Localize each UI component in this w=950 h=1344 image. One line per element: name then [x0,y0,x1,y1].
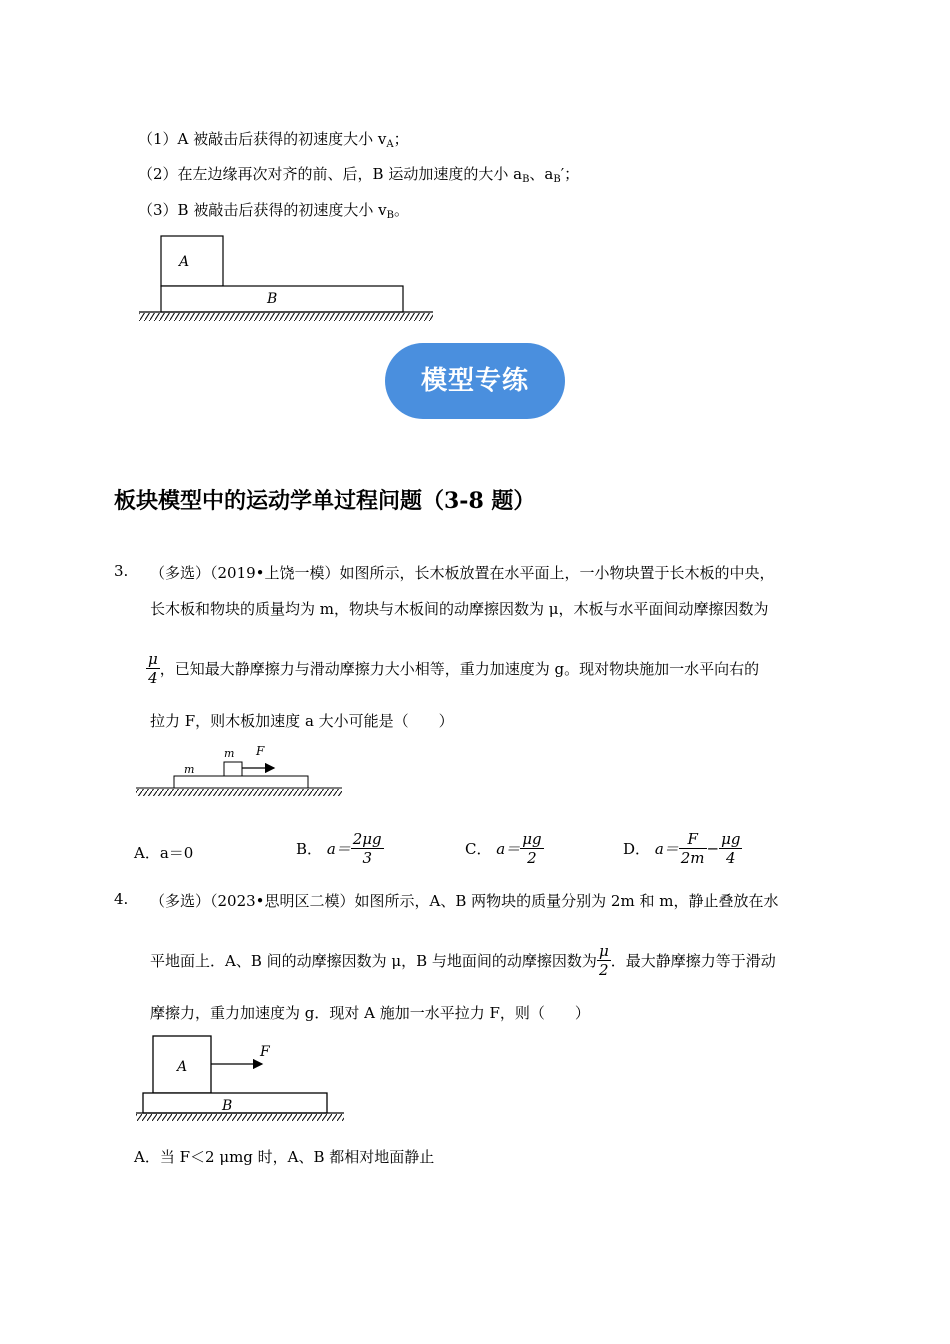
q3-option-d[interactable]: D． a＝ $\frac{F}{2m}$ − $\frac{\mu g}{4}$ [623,830,741,867]
q3-line-2: 长木板和物块的质量均为 m，物块与木板间的动摩擦因数为 μ，木板与水平面间动摩擦因数为 [150,600,769,618]
q3-fraction: $\frac{\mu}{4}$ [148,650,158,687]
q3-option-a[interactable]: A．a＝0 [134,844,194,862]
figure-a-on-b [135,232,440,324]
ground-hatch [136,789,342,796]
q4-number: 4. [114,890,129,908]
block-b [143,1093,327,1113]
q4-fraction: $\frac{\mu}{2}$ [598,942,609,979]
figure-block-on-board [132,742,347,800]
q3-line-4: 拉力 F，则木板加速度 a 大小可能是（ ） [150,712,454,730]
figure-a-on-b-with-force [132,1030,350,1125]
label-m-top: m [224,747,235,760]
ground-hatch [136,1114,344,1121]
block-a [161,236,223,286]
q-prev-item-3: （3）B 被敲击后获得的初速度大小 $v_B$。 [138,201,409,221]
label-force: F [260,1044,270,1060]
q3-line-1: （多选）（2019•上饶一模）如图所示，长木板放置在水平面上，一小物块置于长木板的中央， [150,564,775,582]
q3-option-c[interactable]: C． a＝ $\frac{\mu g}{2}$ [465,830,542,867]
label-b: B [267,291,278,307]
q4-line-2: 平地面上．A、B 间的动摩擦因数为 μ，B 与地面间的动摩擦因数为 $\frac{\mu}{2}$ ．最大静摩擦力等于滑动 [150,942,776,979]
label-m-bottom: m [184,763,195,776]
label-b: B [222,1098,233,1114]
q3-option-b[interactable]: B． a＝ $\frac{2\mu g}{3}$ [296,830,382,867]
label-a: A [179,254,190,270]
q4-line-3: 摩擦力，重力加速度为 g．现对 A 施加一水平拉力 F，则（ ） [150,1004,590,1022]
ground-hatch [139,313,433,321]
q-prev-item-2: （2）在左边缘再次对齐的前、后，B 运动加速度的大小 $a_B$、$a_B'$； [138,165,580,185]
q4-line-1: （多选）（2023•思明区二模）如图所示，A、B 两物块的质量分别为 2m 和 m，静止叠放在水 [150,892,779,910]
label-force: F [256,744,265,758]
small-block-m [224,762,242,776]
board-b [161,286,403,312]
q-prev-item-1: （1）A 被敲击后获得的初速度大小 $v_A$； [138,130,409,150]
section-title: 板块模型中的运动学单过程问题（3-8 题） [114,488,536,514]
q3-number: 3. [114,562,129,580]
label-a: A [177,1059,188,1075]
q4-option-a[interactable]: A．当 F＜2 μmg 时，A、B 都相对地面静止 [134,1148,435,1166]
q3-line-3: $\frac{\mu}{4}$ ，已知最大静摩擦力与滑动摩擦力大小相等，重力加速度为 g。现对物块施加一水平向右的 [148,650,760,687]
section-badge: 模型专练 [385,343,565,419]
long-board-m [174,776,308,788]
